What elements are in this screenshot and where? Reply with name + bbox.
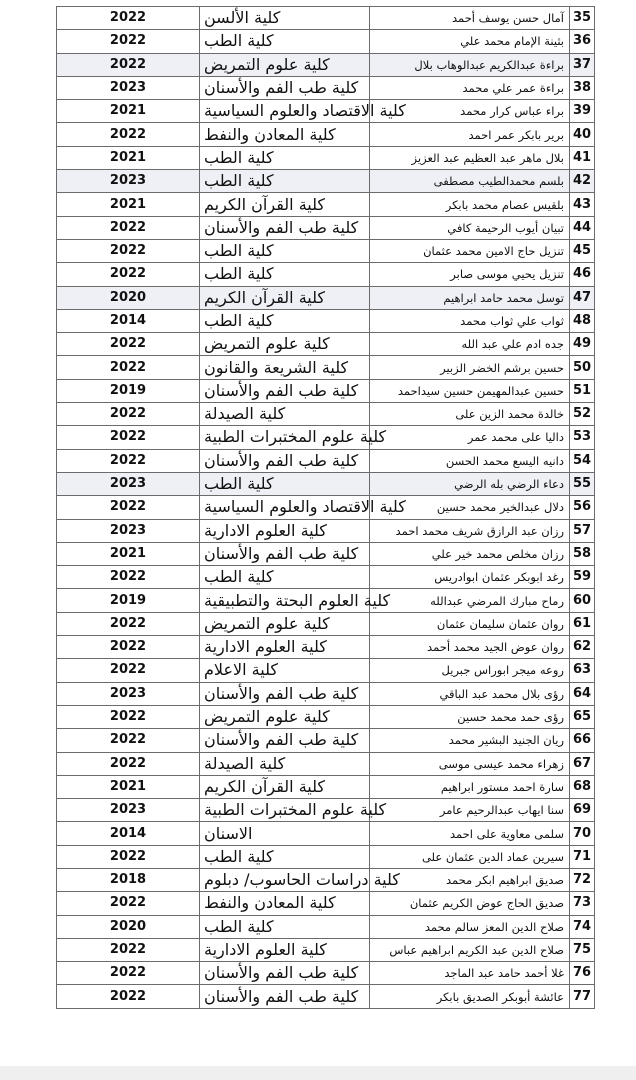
year-cell: 2021 — [57, 775, 200, 798]
year-cell: 2023 — [57, 170, 200, 193]
year-cell: 2022 — [57, 659, 200, 682]
number-cell: 56 — [570, 496, 595, 519]
year-cell: 2022 — [57, 938, 200, 961]
name-cell: تنزيل حاج الامين محمد عثمان — [370, 239, 570, 262]
number-cell: 36 — [570, 30, 595, 53]
college-cell: كلية علوم المختبرات الطبية — [200, 426, 370, 449]
year-cell: 2022 — [57, 123, 200, 146]
college-cell: كلية الطب — [200, 309, 370, 332]
table-row — [57, 799, 595, 822]
college-cell: كلية الشريعة والقانون — [200, 356, 370, 379]
college-cell: كلية الطب — [200, 146, 370, 169]
college-cell: كلية الطب — [200, 170, 370, 193]
name-cell: سيرين عماد الدين عثمان على — [370, 845, 570, 868]
college-cell: كلية الألسن — [200, 7, 370, 30]
name-cell: صديق ابراهيم ابكر محمد — [370, 868, 570, 891]
table-row — [57, 239, 595, 262]
name-cell: دلال عبدالخير محمد حسين — [370, 496, 570, 519]
number-cell: 67 — [570, 752, 595, 775]
name-cell: براء عباس كرار محمد — [370, 100, 570, 123]
number-cell: 70 — [570, 822, 595, 845]
college-cell: كلية الطب — [200, 263, 370, 286]
college-cell: كلية دراسات الحاسوب/ دبلوم — [200, 868, 370, 891]
name-cell: توسل محمد حامد ابراهيم — [370, 286, 570, 309]
year-cell: 2022 — [57, 403, 200, 426]
table-row — [57, 659, 595, 682]
name-cell: دعاء الرضي بله الرضي — [370, 472, 570, 495]
college-cell: كلية طب الفم والأسنان — [200, 216, 370, 239]
name-cell: براءة عبدالكريم عبدالوهاب بلال — [370, 53, 570, 76]
number-cell: 60 — [570, 589, 595, 612]
college-cell: كلية الطب — [200, 30, 370, 53]
table-row — [57, 76, 595, 99]
college-cell: كلية علوم المختبرات الطبية — [200, 799, 370, 822]
college-cell: كلية القرآن الكريم — [200, 775, 370, 798]
name-cell: رزان مخلص محمد خير علي — [370, 542, 570, 565]
year-cell: 2022 — [57, 30, 200, 53]
number-cell: 53 — [570, 426, 595, 449]
year-cell: 2022 — [57, 845, 200, 868]
table-row — [57, 379, 595, 402]
year-cell: 2023 — [57, 76, 200, 99]
table-row — [57, 985, 595, 1008]
number-cell: 47 — [570, 286, 595, 309]
page-bottom-strip — [0, 1066, 636, 1080]
number-cell: 39 — [570, 100, 595, 123]
college-cell: كلية طب الفم والأسنان — [200, 985, 370, 1008]
table-row — [57, 962, 595, 985]
number-cell: 41 — [570, 146, 595, 169]
year-cell: 2018 — [57, 868, 200, 891]
year-cell: 2022 — [57, 239, 200, 262]
year-cell: 2022 — [57, 892, 200, 915]
name-cell: خالدة محمد الزين على — [370, 403, 570, 426]
table-row — [57, 845, 595, 868]
college-cell: كلية طب الفم والأسنان — [200, 729, 370, 752]
table-row — [57, 170, 595, 193]
college-cell: كلية المعادن والنفط — [200, 123, 370, 146]
name-cell: روعه ميجر ابوراس جبريل — [370, 659, 570, 682]
college-cell: كلية الطب — [200, 845, 370, 868]
name-cell: آمال حسن يوسف أحمد — [370, 7, 570, 30]
number-cell: 43 — [570, 193, 595, 216]
college-cell: كلية علوم التمريض — [200, 53, 370, 76]
number-cell: 73 — [570, 892, 595, 915]
table-row — [57, 519, 595, 542]
table-row — [57, 146, 595, 169]
year-cell: 2022 — [57, 705, 200, 728]
table-row — [57, 123, 595, 146]
name-cell: رماح مبارك المرضي عبدالله — [370, 589, 570, 612]
year-cell: 2023 — [57, 799, 200, 822]
number-cell: 77 — [570, 985, 595, 1008]
number-cell: 61 — [570, 612, 595, 635]
name-cell: صلاح الدين المعز سالم محمد — [370, 915, 570, 938]
year-cell: 2022 — [57, 566, 200, 589]
college-cell: كلية الصيدلة — [200, 752, 370, 775]
number-cell: 63 — [570, 659, 595, 682]
name-cell: زهراء محمد عيسى موسى — [370, 752, 570, 775]
name-cell: بلال ماهر عبد العظيم عبد العزيز — [370, 146, 570, 169]
college-cell: كلية العلوم الادارية — [200, 636, 370, 659]
number-cell: 55 — [570, 472, 595, 495]
year-cell: 2014 — [57, 309, 200, 332]
number-cell: 37 — [570, 53, 595, 76]
table-body — [57, 7, 595, 1009]
table-row — [57, 193, 595, 216]
number-cell: 52 — [570, 403, 595, 426]
college-cell: كلية الاقتصاد والعلوم السياسية — [200, 100, 370, 123]
name-cell: ثواب علي ثواب محمد — [370, 309, 570, 332]
number-cell: 59 — [570, 566, 595, 589]
table-row — [57, 286, 595, 309]
number-cell: 72 — [570, 868, 595, 891]
name-cell: سنا ايهاب عبدالرحيم عامر — [370, 799, 570, 822]
name-cell: ريان الجنيد البشير محمد — [370, 729, 570, 752]
year-cell: 2021 — [57, 193, 200, 216]
table-row — [57, 333, 595, 356]
college-cell: الاسنان — [200, 822, 370, 845]
number-cell: 71 — [570, 845, 595, 868]
college-cell: كلية المعادن والنفط — [200, 892, 370, 915]
year-cell: 2022 — [57, 449, 200, 472]
year-cell: 2022 — [57, 636, 200, 659]
year-cell: 2019 — [57, 379, 200, 402]
year-cell: 2022 — [57, 496, 200, 519]
name-cell: رؤى حمد محمد حسين — [370, 705, 570, 728]
name-cell: دانيه اليسع محمد الحسن — [370, 449, 570, 472]
year-cell: 2023 — [57, 519, 200, 542]
number-cell: 54 — [570, 449, 595, 472]
table-row — [57, 752, 595, 775]
number-cell: 40 — [570, 123, 595, 146]
name-cell: روان عثمان سليمان عثمان — [370, 612, 570, 635]
number-cell: 62 — [570, 636, 595, 659]
college-cell: كلية طب الفم والأسنان — [200, 379, 370, 402]
name-cell: حسين عبدالمهيمن حسين سيداحمد — [370, 379, 570, 402]
college-cell: كلية طب الفم والأسنان — [200, 449, 370, 472]
year-cell: 2020 — [57, 915, 200, 938]
college-cell: كلية القرآن الكريم — [200, 286, 370, 309]
table-row — [57, 822, 595, 845]
table-row — [57, 472, 595, 495]
number-cell: 48 — [570, 309, 595, 332]
name-cell: روان عوض الجيد محمد أحمد — [370, 636, 570, 659]
number-cell: 45 — [570, 239, 595, 262]
college-cell: كلية الطب — [200, 239, 370, 262]
table-row — [57, 938, 595, 961]
table-row — [57, 566, 595, 589]
college-cell: كلية طب الفم والأسنان — [200, 682, 370, 705]
table-row — [57, 53, 595, 76]
year-cell: 2022 — [57, 356, 200, 379]
number-cell: 58 — [570, 542, 595, 565]
college-cell: كلية طب الفم والأسنان — [200, 542, 370, 565]
number-cell: 46 — [570, 263, 595, 286]
table-row — [57, 100, 595, 123]
year-cell: 2022 — [57, 426, 200, 449]
name-cell: سارة احمد مستور ابراهيم — [370, 775, 570, 798]
number-cell: 57 — [570, 519, 595, 542]
number-cell: 69 — [570, 799, 595, 822]
college-cell: كلية العلوم الادارية — [200, 519, 370, 542]
number-cell: 68 — [570, 775, 595, 798]
number-cell: 74 — [570, 915, 595, 938]
table-row — [57, 263, 595, 286]
table-row — [57, 682, 595, 705]
year-cell: 2023 — [57, 472, 200, 495]
year-cell: 2021 — [57, 100, 200, 123]
name-cell: رغد ابوبكر عثمان ابوادريس — [370, 566, 570, 589]
table-row — [57, 216, 595, 239]
year-cell: 2021 — [57, 542, 200, 565]
number-cell: 42 — [570, 170, 595, 193]
college-cell: كلية الاقتصاد والعلوم السياسية — [200, 496, 370, 519]
name-cell: تبيان أيوب الرحيمة كافي — [370, 216, 570, 239]
year-cell: 2022 — [57, 752, 200, 775]
table-row — [57, 589, 595, 612]
number-cell: 65 — [570, 705, 595, 728]
number-cell: 76 — [570, 962, 595, 985]
name-cell: عائشة أبوبكر الصديق بابكر — [370, 985, 570, 1008]
college-cell: كلية العلوم الادارية — [200, 938, 370, 961]
year-cell: 2022 — [57, 333, 200, 356]
college-cell: كلية علوم التمريض — [200, 705, 370, 728]
college-cell: كلية الصيدلة — [200, 403, 370, 426]
year-cell: 2022 — [57, 612, 200, 635]
table-row — [57, 449, 595, 472]
name-cell: براءة عمر علي محمد — [370, 76, 570, 99]
name-cell: بلسم محمدالطيب مصطفى — [370, 170, 570, 193]
year-cell: 2022 — [57, 729, 200, 752]
number-cell: 75 — [570, 938, 595, 961]
year-cell: 2022 — [57, 7, 200, 30]
name-cell: صلاح الدين عبد الكريم ابراهيم عباس — [370, 938, 570, 961]
college-cell: كلية الطب — [200, 566, 370, 589]
name-cell: بلقيس عصام محمد بابكر — [370, 193, 570, 216]
table-row — [57, 612, 595, 635]
college-cell: كلية الطب — [200, 915, 370, 938]
year-cell: 2020 — [57, 286, 200, 309]
year-cell: 2023 — [57, 682, 200, 705]
year-cell: 2022 — [57, 985, 200, 1008]
number-cell: 64 — [570, 682, 595, 705]
number-cell: 49 — [570, 333, 595, 356]
name-cell: برير بابكر عمر احمد — [370, 123, 570, 146]
college-cell: كلية طب الفم والأسنان — [200, 76, 370, 99]
name-cell: رزان عبد الرازق شريف محمد احمد — [370, 519, 570, 542]
table-row — [57, 426, 595, 449]
table-row — [57, 729, 595, 752]
college-cell: كلية الطب — [200, 472, 370, 495]
table-row — [57, 636, 595, 659]
name-cell: حسين برشم الخضر الزبير — [370, 356, 570, 379]
number-cell: 35 — [570, 7, 595, 30]
college-cell: كلية طب الفم والأسنان — [200, 962, 370, 985]
table-row — [57, 7, 595, 30]
name-cell: بثينة الإمام محمد علي — [370, 30, 570, 53]
table-row — [57, 309, 595, 332]
number-cell: 51 — [570, 379, 595, 402]
table-row — [57, 403, 595, 426]
table-row — [57, 915, 595, 938]
table-row — [57, 775, 595, 798]
year-cell: 2019 — [57, 589, 200, 612]
name-cell: تنزيل يحيي موسى صابر — [370, 263, 570, 286]
year-cell: 2022 — [57, 962, 200, 985]
table-row — [57, 542, 595, 565]
number-cell: 50 — [570, 356, 595, 379]
college-cell: كلية القرآن الكريم — [200, 193, 370, 216]
college-cell: كلية العلوم البحتة والتطبيقية — [200, 589, 370, 612]
name-cell: سلمى معاوية على احمد — [370, 822, 570, 845]
college-cell: كلية علوم التمريض — [200, 612, 370, 635]
number-cell: 38 — [570, 76, 595, 99]
year-cell: 2022 — [57, 216, 200, 239]
year-cell: 2021 — [57, 146, 200, 169]
name-cell: جده ادم علي عبد الله — [370, 333, 570, 356]
name-cell: رؤى بلال محمد عبد الباقي — [370, 682, 570, 705]
number-cell: 44 — [570, 216, 595, 239]
name-cell: غلا أحمد حامد عبد الماجد — [370, 962, 570, 985]
table-row — [57, 356, 595, 379]
number-cell: 66 — [570, 729, 595, 752]
table-row — [57, 892, 595, 915]
name-cell: صديق الحاج عوض الكريم عثمان — [370, 892, 570, 915]
year-cell: 2022 — [57, 263, 200, 286]
college-cell: كلية الاعلام — [200, 659, 370, 682]
year-cell: 2014 — [57, 822, 200, 845]
table-row — [57, 868, 595, 891]
graduates-table — [56, 6, 595, 1009]
table-row — [57, 705, 595, 728]
table-row — [57, 496, 595, 519]
table-row — [57, 30, 595, 53]
name-cell: داليا على محمد عمر — [370, 426, 570, 449]
year-cell: 2022 — [57, 53, 200, 76]
college-cell: كلية علوم التمريض — [200, 333, 370, 356]
